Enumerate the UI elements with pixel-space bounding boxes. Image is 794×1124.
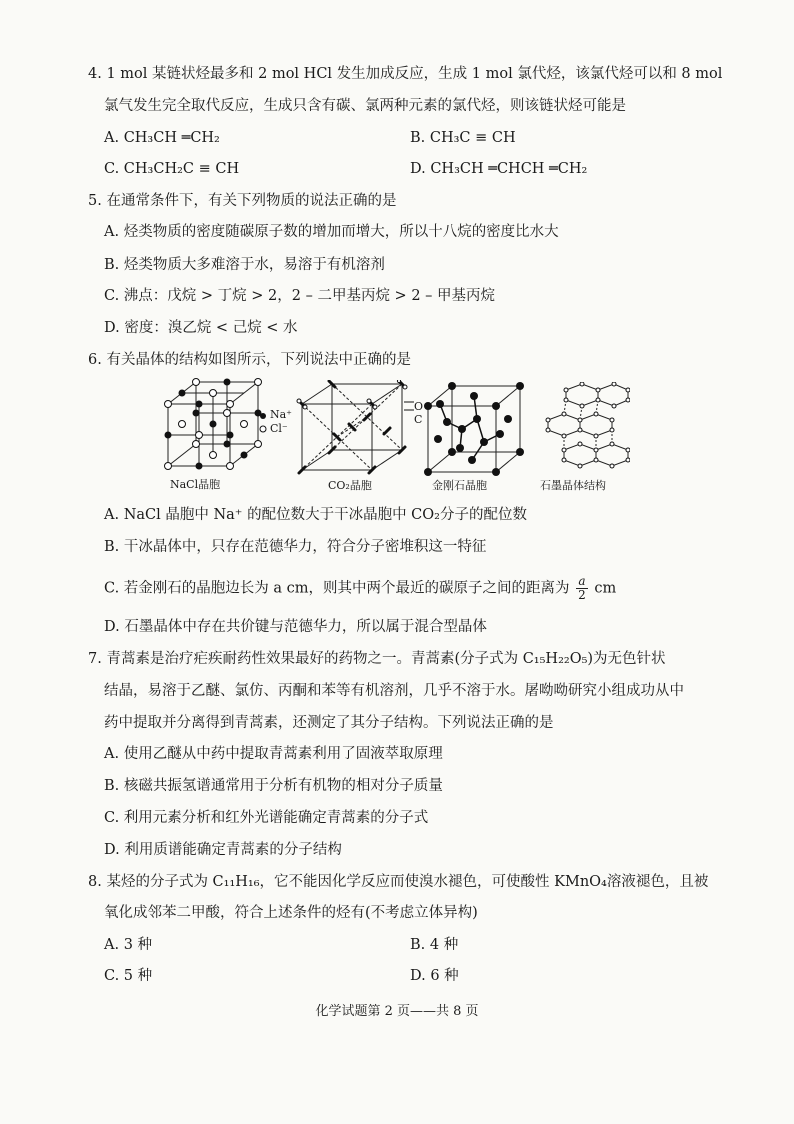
q7-option-a: A. 使用乙醚从中药中提取青蒿素利用了固液萃取原理 bbox=[104, 746, 443, 762]
q4-option-c: C. CH₃CH₂C ≡ CH bbox=[104, 161, 240, 177]
fraction-numerator: a bbox=[576, 575, 588, 589]
legend-c: C bbox=[414, 413, 423, 426]
legend-na: Na⁺ bbox=[270, 408, 292, 421]
nacl-unit-cell-figure bbox=[160, 378, 270, 474]
q4-option-a: A. CH₃CH ═CH₂ bbox=[104, 130, 220, 146]
q8-option-c: C. 5 种 bbox=[104, 968, 153, 984]
q4-stem-line2: 氯气发生完全取代反应，生成只含有碳、氯两种元素的氯代烃，则该链状烃可能是 bbox=[104, 98, 626, 114]
fraction-a-over-2 bbox=[576, 575, 588, 602]
q6-option-b: B. 干冰晶体中，只存在范德华力，符合分子密堆积这一特征 bbox=[104, 539, 487, 555]
q6-option-c-text: C. 若金刚石的晶胞边长为 a cm，则其中两个最近的碳原子之间的距离为 bbox=[104, 580, 570, 597]
q6-stem: 6. 有关晶体的结构如图所示，下列说法中正确的是 bbox=[88, 352, 411, 368]
q5-option-d: D. 密度：溴乙烷 < 己烷 < 水 bbox=[104, 320, 298, 336]
q7-option-b: B. 核磁共振氢谱通常用于分析有机物的相对分子质量 bbox=[104, 778, 443, 794]
graphite-structure-figure bbox=[538, 382, 630, 476]
caption-nacl: NaCl晶胞 bbox=[170, 478, 221, 491]
q4-stem-line1: 4. 1 mol 某链状烃最多和 2 mol HCl 发生加成反应，生成 1 mol 氯代烃，该氯代烃可以和 8 mol bbox=[88, 66, 723, 82]
q8-option-d: D. 6 种 bbox=[410, 968, 459, 984]
q4-option-d: D. CH₃CH ═CHCH ═CH₂ bbox=[410, 161, 588, 177]
caption-co2: CO₂晶胞 bbox=[328, 479, 372, 492]
nacl-legend-markers bbox=[258, 410, 268, 434]
q8-option-b: B. 4 种 bbox=[410, 937, 459, 953]
q7-stem-line3: 药中提取并分离得到青蒿素，还测定了其分子结构。下列说法正确的是 bbox=[104, 715, 554, 731]
q6-option-a: A. NaCl 晶胞中 Na⁺ 的配位数大于干冰晶胞中 CO₂分子的配位数 bbox=[104, 507, 527, 523]
co2-unit-cell-figure bbox=[296, 380, 416, 476]
legend-o: O bbox=[414, 400, 424, 413]
q8-stem-line1: 8. 某烃的分子式为 C₁₁H₁₆，它不能因化学反应而使溴水褪色，可使酸性 KMnO₄溶液褪色，且被 bbox=[88, 874, 709, 890]
page-footer: 化学试题第 2 页——共 8 页 bbox=[315, 1004, 479, 1019]
q6-option-c bbox=[104, 575, 616, 602]
caption-graphite: 石墨晶体结构 bbox=[540, 479, 606, 492]
q7-option-c: C. 利用元素分析和红外光谱能确定青蒿素的分子式 bbox=[104, 810, 429, 826]
q6-option-d: D. 石墨晶体中存在共价键与范德华力，所以属于混合型晶体 bbox=[104, 619, 487, 635]
q5-option-a: A. 烃类物质的密度随碳原子数的增加而增大，所以十八烷的密度比水大 bbox=[104, 224, 559, 240]
q5-option-b: B. 烃类物质大多难溶于水，易溶于有机溶剂 bbox=[104, 257, 385, 273]
q7-stem-line1: 7. 青蒿素是治疗疟疾耐药性效果最好的药物之一。青蒿素(分子式为 C₁₅H₂₂O₅)为无色针状 bbox=[88, 651, 666, 667]
legend-cl: Cl⁻ bbox=[270, 422, 288, 435]
caption-diamond: 金刚石晶胞 bbox=[432, 479, 487, 492]
diamond-unit-cell-figure bbox=[422, 382, 528, 476]
q5-stem: 5. 在通常条件下，有关下列物质的说法正确的是 bbox=[88, 193, 397, 209]
fraction-denominator: 2 bbox=[578, 588, 586, 602]
q7-option-d: D. 利用质谱能确定青蒿素的分子结构 bbox=[104, 842, 342, 858]
q6-option-c-unit: cm bbox=[594, 580, 617, 597]
q7-stem-line2: 结晶，易溶于乙醚、氯仿、丙酮和苯等有机溶剂，几乎不溶于水。屠呦呦研究小组成功从中 bbox=[104, 683, 684, 699]
q8-option-a: A. 3 种 bbox=[104, 937, 153, 953]
q8-stem-line2: 氧化成邻苯二甲酸，符合上述条件的烃有(不考虑立体异构) bbox=[104, 905, 478, 921]
q5-option-c: C. 沸点：戊烷 > 丁烷 > 2，2 – 二甲基丙烷 > 2 – 甲基丙烷 bbox=[104, 288, 496, 304]
q4-option-b: B. CH₃C ≡ CH bbox=[410, 130, 516, 146]
